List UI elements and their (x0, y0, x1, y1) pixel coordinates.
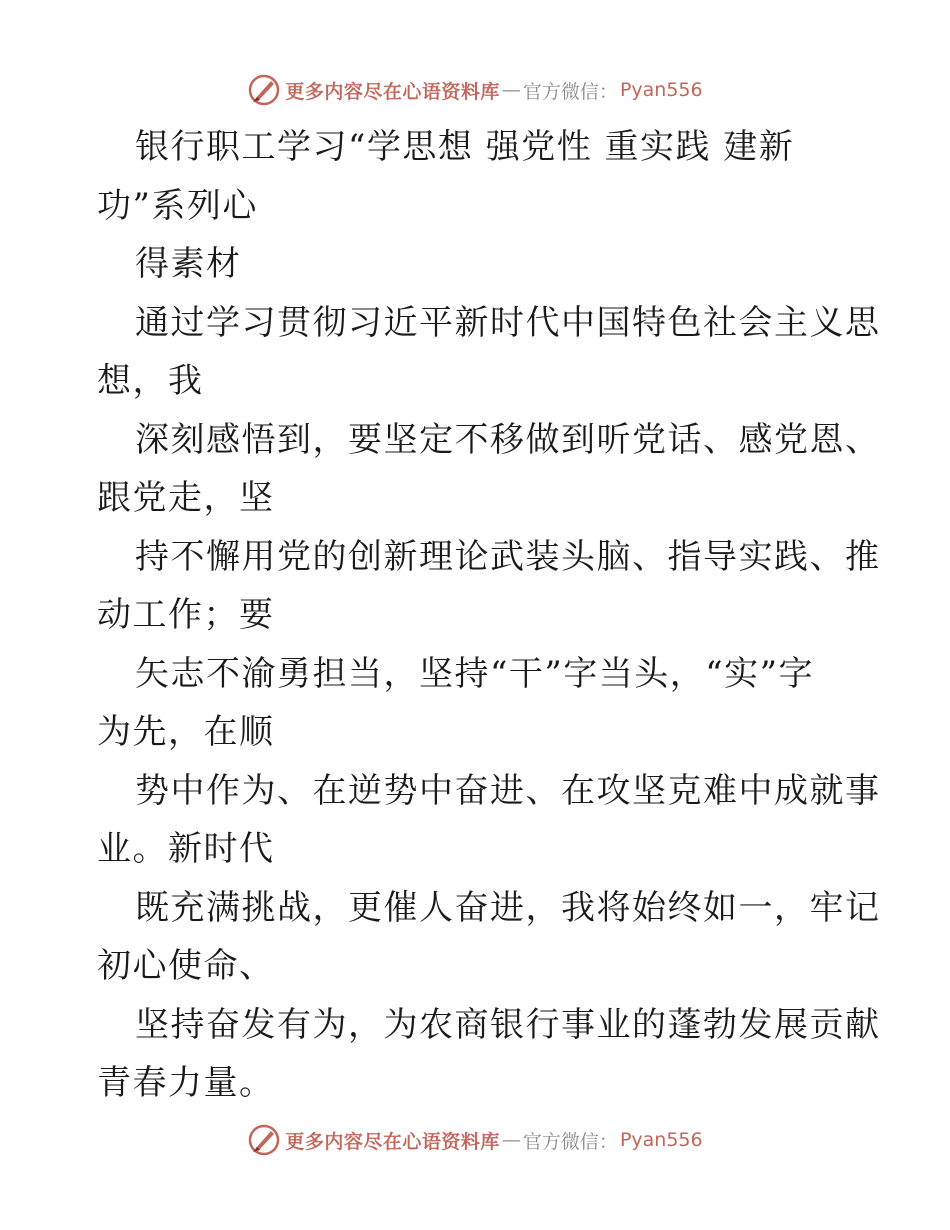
doc-title-line-2: 功”系列心 (97, 185, 258, 226)
banner-account: Pyan556 (619, 79, 703, 101)
doc-text-line: 青春力量。 (97, 1063, 275, 1103)
banner-dash: — (501, 79, 521, 101)
banner-dash: — (501, 1129, 521, 1151)
banner-main-text: 更多内容尽在心语资料库 (285, 80, 500, 103)
doc-text-line: 坚持奋发有为，为农商银行事业的蓬勃发展贡献 (135, 1004, 881, 1045)
doc-text-line: 为先，在顺 (97, 712, 275, 752)
header-banner (0, 70, 950, 110)
doc-text-line: 既充满挑战，更催人奋进，我将始终如一，牢记 (135, 887, 881, 928)
doc-text-line: 通过学习贯彻习近平新时代中国特色社会主义思 (135, 302, 881, 343)
banner-wechat-label: 官方微信： (522, 80, 618, 103)
document-body (97, 118, 881, 1113)
doc-text-line: 想，我 (97, 361, 204, 401)
quill-pen-logo-icon (247, 1123, 281, 1157)
doc-title-line-3: 得素材 (135, 244, 242, 284)
footer-banner (0, 1120, 950, 1160)
doc-text-line: 动工作；要 (97, 595, 275, 635)
banner-wechat-label: 官方微信： (522, 1130, 618, 1153)
doc-text-line: 深刻感悟到，要坚定不移做到听党话、感党恩、 (135, 419, 881, 460)
doc-text-line: 矢志不渝勇担当，坚持“干”字当头，“实”字 (135, 653, 815, 694)
doc-title-line-1: 银行职工学习“学思想 强党性 重实践 建新 (135, 127, 795, 167)
banner-account: Pyan556 (619, 1129, 703, 1151)
quill-pen-logo-icon (247, 73, 281, 107)
doc-text-line: 初心使命、 (97, 946, 275, 986)
banner-main-text: 更多内容尽在心语资料库 (285, 1130, 500, 1153)
doc-text-line: 势中作为、在逆势中奋进、在攻坚克难中成就事 (135, 770, 881, 811)
doc-text-line: 持不懈用党的创新理论武装头脑、指导实践、推 (135, 536, 881, 577)
doc-text-line: 跟党走，坚 (97, 478, 275, 518)
doc-text-line: 业。新时代 (97, 829, 275, 869)
